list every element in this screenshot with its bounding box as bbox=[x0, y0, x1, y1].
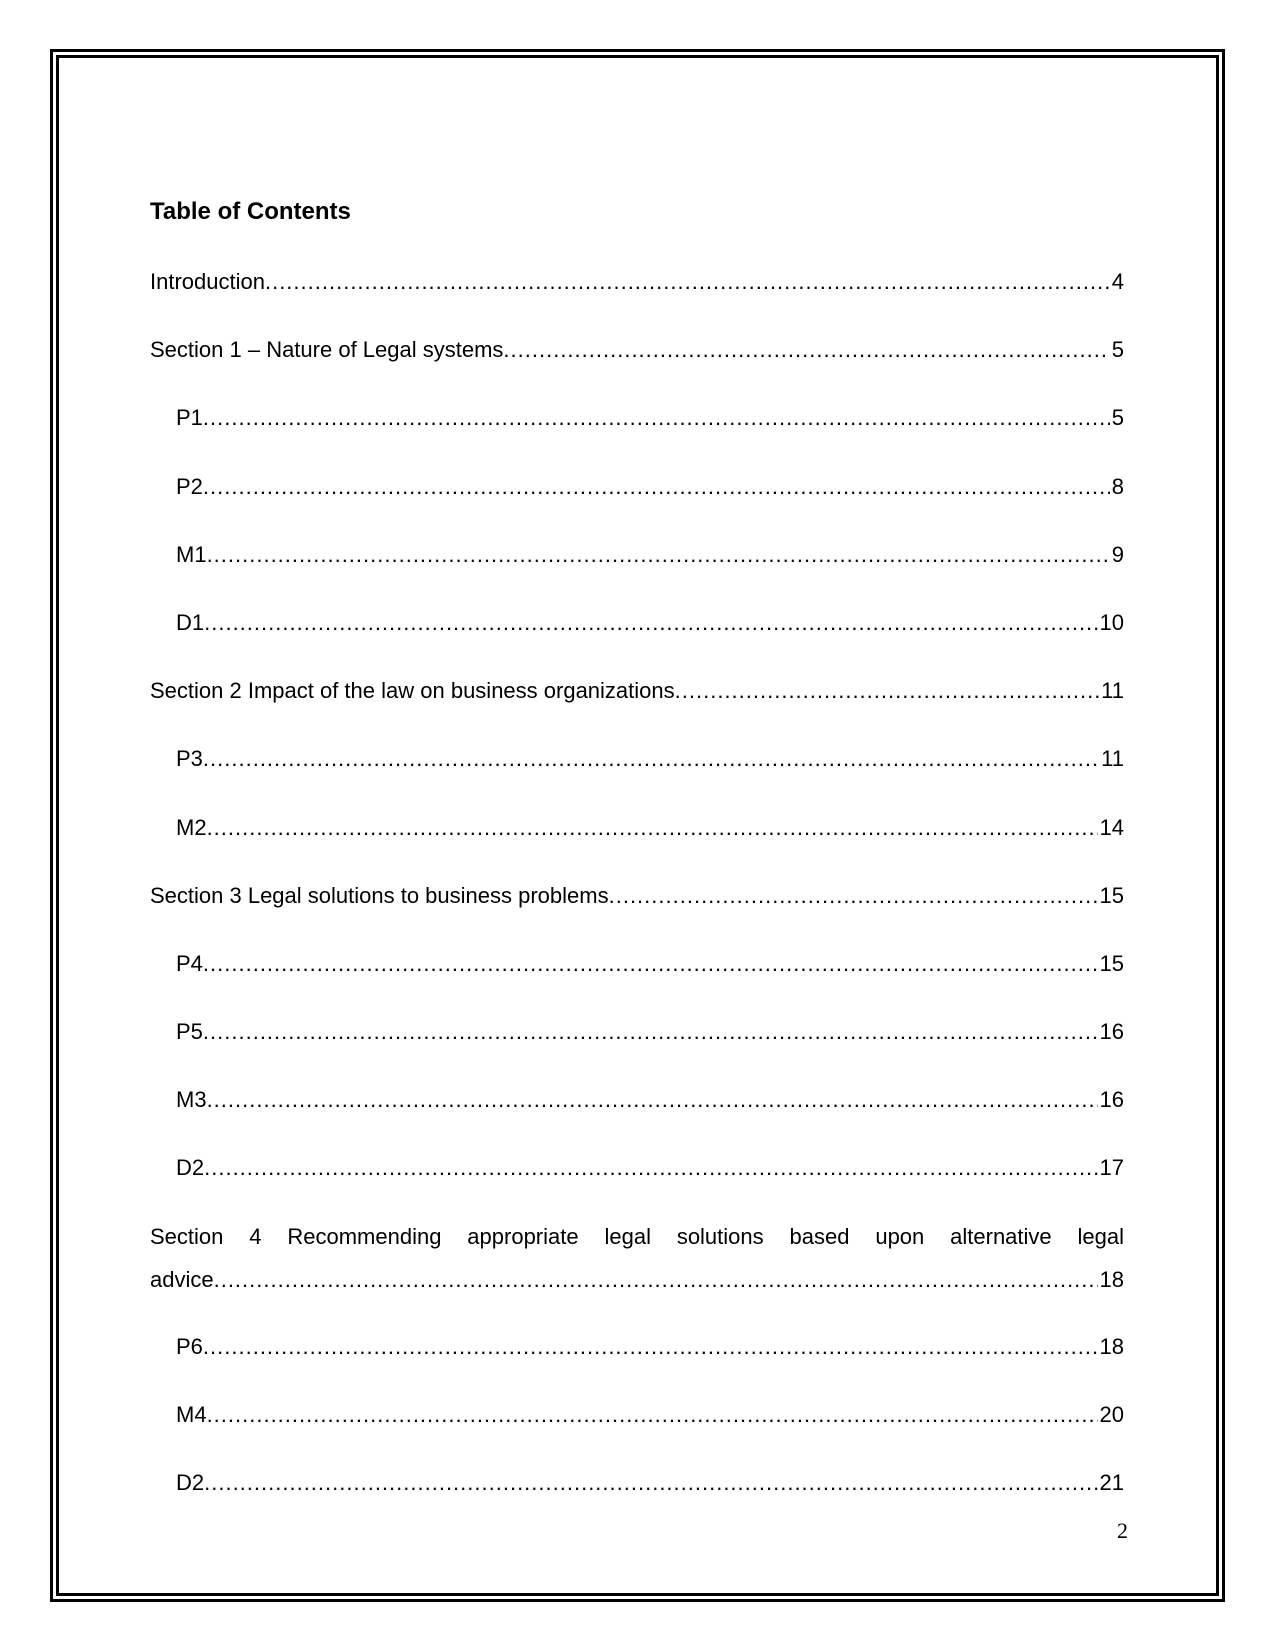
toc-label-word: Section bbox=[150, 1223, 224, 1249]
toc-leader-dots bbox=[203, 745, 1099, 773]
toc-entry-page: 10 bbox=[1099, 609, 1124, 635]
toc-entry-page: 18 bbox=[1099, 1266, 1124, 1292]
toc-leader-dots bbox=[203, 473, 1110, 501]
toc-entry-label: D2 bbox=[176, 1155, 205, 1181]
toc-entry-label: P3 bbox=[176, 746, 203, 772]
toc-entry-label: Introduction bbox=[150, 269, 265, 294]
toc-entry-label: advice bbox=[150, 1266, 214, 1292]
toc-entry-section-3[interactable] bbox=[150, 882, 1124, 950]
toc-leader-dots bbox=[203, 1018, 1098, 1046]
toc-entry-page: 11 bbox=[1101, 678, 1124, 704]
toc-entry-section-4[interactable] bbox=[150, 1223, 1124, 1333]
toc-entry-page: 20 bbox=[1099, 1401, 1124, 1427]
toc-leader-dots bbox=[214, 1266, 1098, 1294]
toc-entry-page: 18 bbox=[1099, 1333, 1124, 1359]
toc-leader-dots bbox=[503, 336, 1109, 364]
toc-leader-dots bbox=[675, 677, 1100, 705]
toc-leader-dots bbox=[207, 814, 1098, 842]
toc-label-word: appropriate bbox=[467, 1223, 579, 1249]
toc-label-word: alternative bbox=[950, 1223, 1052, 1249]
toc-label-word: legal bbox=[1077, 1223, 1124, 1249]
toc-entry-p5[interactable] bbox=[150, 1018, 1124, 1086]
toc-entry-label: Section 2 Impact of the law on business organizations bbox=[150, 678, 675, 704]
toc-entry-section-2[interactable] bbox=[150, 677, 1124, 745]
toc-entry-page: 16 bbox=[1099, 1087, 1124, 1113]
toc-label-word: based bbox=[789, 1223, 850, 1249]
toc-leader-dots bbox=[204, 1469, 1097, 1497]
toc-entry-page: 21 bbox=[1099, 1470, 1124, 1495]
toc-list bbox=[150, 268, 1124, 1537]
toc-entry-label: M1 bbox=[176, 541, 207, 567]
toc-entry-page: 5 bbox=[1111, 405, 1124, 431]
toc-entry-label: M4 bbox=[176, 1401, 207, 1427]
toc-entry-label: P2 bbox=[176, 473, 203, 499]
toc-entry-page: 14 bbox=[1099, 814, 1124, 840]
toc-leader-dots bbox=[609, 882, 1098, 910]
toc-leader-dots bbox=[203, 404, 1110, 432]
toc-title: Table of Contents bbox=[150, 198, 351, 225]
toc-entry-m1[interactable] bbox=[150, 541, 1124, 609]
toc-leader-dots bbox=[204, 609, 1097, 637]
toc-label-word: 4 bbox=[249, 1223, 262, 1249]
toc-entry-page: 15 bbox=[1099, 882, 1124, 908]
toc-entry-d2-second[interactable] bbox=[150, 1469, 1124, 1537]
toc-leader-dots bbox=[265, 268, 1110, 296]
toc-label-word: solutions bbox=[676, 1223, 764, 1249]
toc-entry-page: 11 bbox=[1101, 746, 1124, 772]
toc-entry-label: M2 bbox=[176, 814, 207, 840]
toc-label-word: Recommending bbox=[287, 1223, 442, 1249]
toc-entry-p2[interactable] bbox=[150, 473, 1124, 541]
toc-entry-p4[interactable] bbox=[150, 950, 1124, 1018]
toc-entry-m3[interactable] bbox=[150, 1086, 1124, 1154]
toc-entry-label: P4 bbox=[176, 950, 203, 976]
toc-entry-page: 4 bbox=[1111, 269, 1124, 294]
toc-entry-p6[interactable] bbox=[150, 1333, 1124, 1401]
toc-entry-m2[interactable] bbox=[150, 814, 1124, 882]
toc-leader-dots bbox=[207, 1401, 1098, 1429]
toc-entry-label: P1 bbox=[176, 405, 203, 431]
toc-label-word: upon bbox=[875, 1223, 925, 1249]
page-number: 2 bbox=[1117, 1518, 1128, 1543]
toc-entry-page: 15 bbox=[1099, 950, 1124, 976]
toc-entry-label: M3 bbox=[176, 1087, 207, 1113]
toc-entry-page: 8 bbox=[1111, 473, 1124, 499]
toc-entry-label: D2 bbox=[176, 1470, 205, 1495]
toc-entry-p3[interactable] bbox=[150, 745, 1124, 813]
toc-entry-label-line-1 bbox=[150, 1223, 1124, 1266]
toc-entry-introduction[interactable] bbox=[150, 268, 1124, 336]
toc-entry-page: 16 bbox=[1099, 1019, 1124, 1045]
toc-leader-dots bbox=[204, 1154, 1097, 1182]
toc-entry-p1[interactable] bbox=[150, 404, 1124, 472]
toc-leader-dots bbox=[207, 541, 1110, 569]
toc-entry-page: 17 bbox=[1099, 1155, 1124, 1181]
toc-entry-label: Section 1 – Nature of Legal systems bbox=[150, 337, 504, 363]
toc-entry-page: 9 bbox=[1111, 541, 1124, 567]
toc-entry-label: P6 bbox=[176, 1333, 203, 1359]
toc-entry-label: D1 bbox=[176, 609, 205, 635]
toc-leader-dots bbox=[203, 1333, 1098, 1361]
toc-entry-m4[interactable] bbox=[150, 1401, 1124, 1469]
toc-entry-page: 5 bbox=[1111, 337, 1124, 363]
toc-entry-d1[interactable] bbox=[150, 609, 1124, 677]
toc-entry-label: P5 bbox=[176, 1019, 203, 1045]
toc-label-word: legal bbox=[604, 1223, 651, 1249]
toc-leader-dots bbox=[203, 950, 1098, 978]
toc-entry-d2[interactable] bbox=[150, 1154, 1124, 1222]
toc-entry-label: Section 3 Legal solutions to business problems bbox=[150, 882, 609, 908]
toc-entry-section-1[interactable] bbox=[150, 336, 1124, 404]
toc-leader-dots bbox=[207, 1086, 1098, 1114]
